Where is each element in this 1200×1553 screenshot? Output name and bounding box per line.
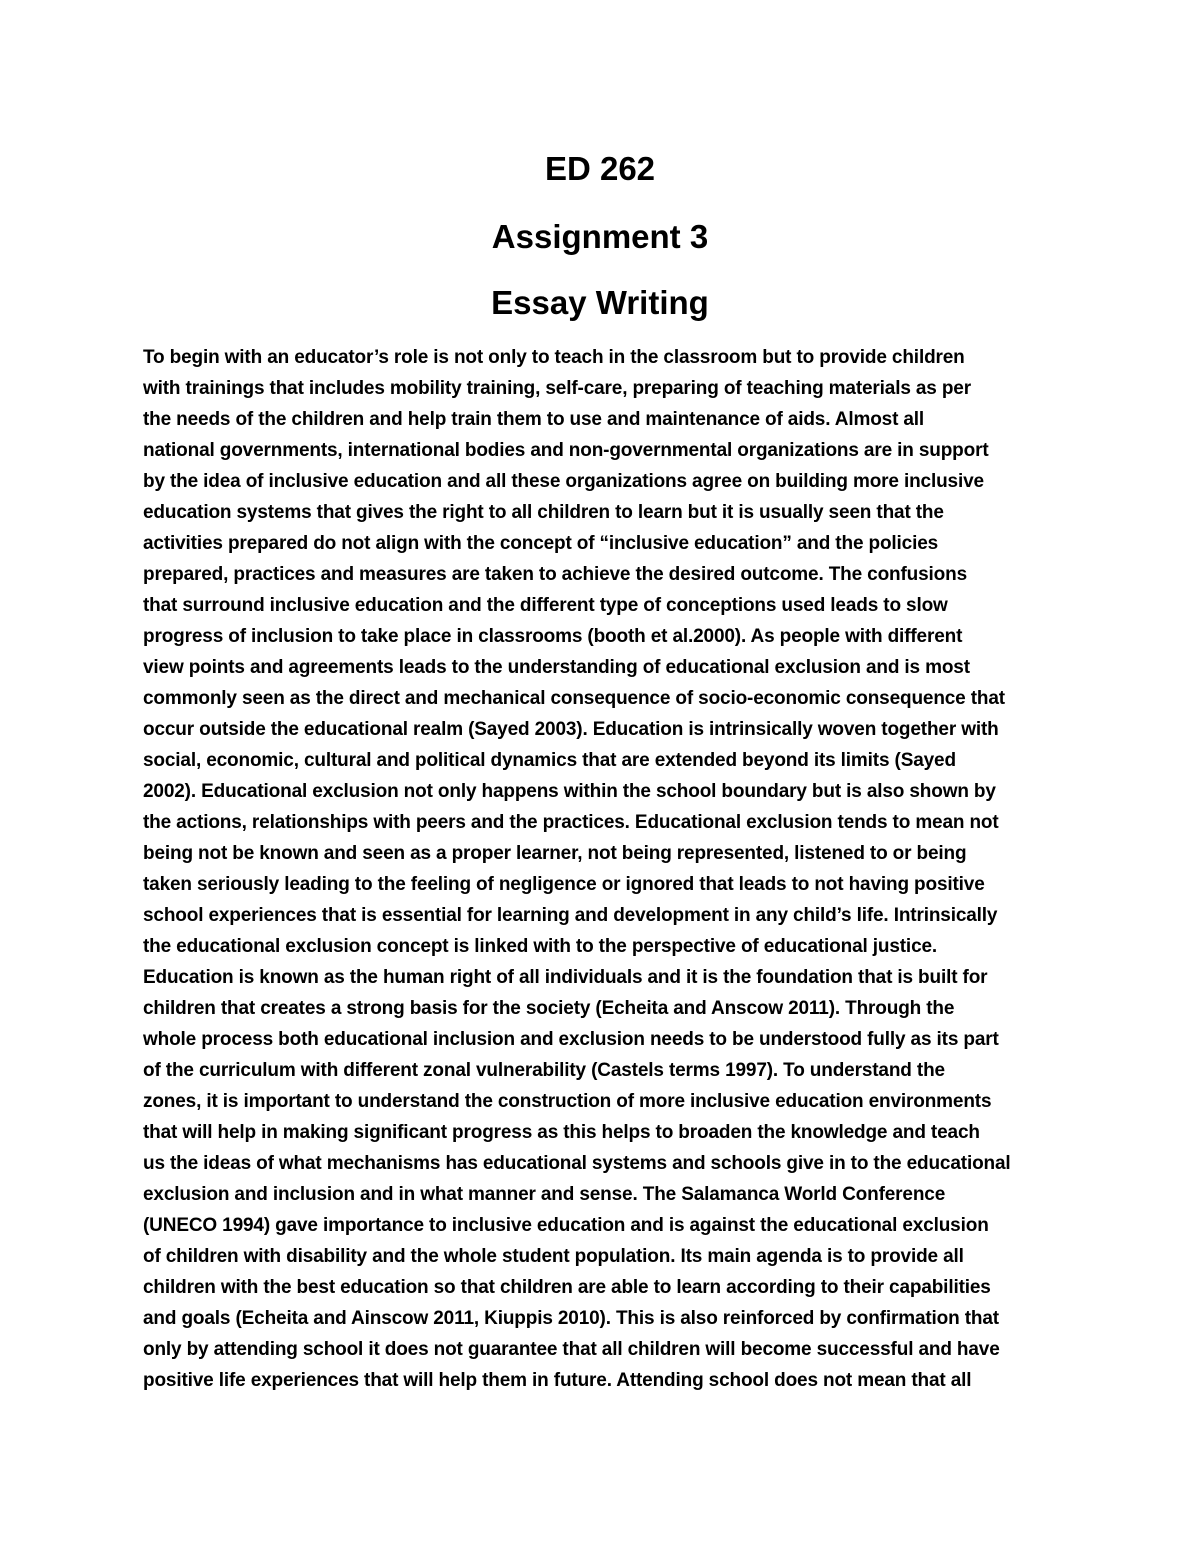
essay-line: Education is known as the human right of all individuals and it is the foundation that is built for — [143, 967, 988, 988]
essay-line: 2002). Educational exclusion not only happens within the school boundary but is also shown by — [143, 781, 996, 802]
essay-line: positive life experiences that will help them in future. Attending school does not mean that all — [143, 1370, 972, 1391]
essay-line: the actions, relationships with peers and the practices. Educational exclusion tends to mean not — [143, 812, 999, 833]
essay-line: the needs of the children and help train them to use and maintenance of aids. Almost all — [143, 409, 925, 430]
essay-body — [143, 342, 1073, 1396]
essay-line: To begin with an educator’s role is not only to teach in the classroom but to provide children — [143, 347, 965, 368]
essay-line: activities prepared do not align with the concept of “inclusive education” and the policies — [143, 533, 939, 554]
essay-title: Essay Writing — [491, 284, 709, 321]
essay-line: prepared, practices and measures are taken to achieve the desired outcome. The confusions — [143, 564, 967, 585]
essay-line: national governments, international bodies and non-governmental organizations are in support — [143, 440, 989, 461]
essay-line: only by attending school it does not guarantee that all children will become successful and have — [143, 1339, 1000, 1360]
essay-line: that surround inclusive education and the different type of conceptions used leads to slow — [143, 595, 948, 616]
essay-line: of children with disability and the whole student population. Its main agenda is to provide all — [143, 1246, 964, 1267]
essay-line: and goals (Echeita and Ainscow 2011, Kiuppis 2010). This is also reinforced by confirmation that — [143, 1308, 999, 1329]
essay-line: social, economic, cultural and political dynamics that are extended beyond its limits (Sayed — [143, 750, 956, 771]
essay-line: occur outside the educational realm (Sayed 2003). Education is intrinsically woven together with — [143, 719, 999, 740]
essay-line: by the idea of inclusive education and all these organizations agree on building more inclusive — [143, 471, 984, 492]
essay-line: with trainings that includes mobility training, self-care, preparing of teaching materials as per — [143, 378, 971, 399]
course-code: ED 262 — [544, 150, 656, 187]
essay-line: children with the best education so that children are able to learn according to their capabilities — [143, 1277, 991, 1298]
essay-line: commonly seen as the direct and mechanical consequence of socio-economic consequence that — [143, 688, 1005, 709]
essay-line: that will help in making significant progress as this helps to broaden the knowledge and teach — [143, 1122, 980, 1143]
assignment-title: Assignment 3 — [491, 218, 709, 255]
essay-line: education systems that gives the right to all children to learn but it is usually seen that the — [143, 502, 944, 523]
essay-line: children that creates a strong basis for the society (Echeita and Anscow 2011). Through the — [143, 998, 955, 1019]
essay-line: (UNECO 1994) gave importance to inclusive education and is against the educational exclusion — [143, 1215, 989, 1236]
essay-line: view points and agreements leads to the understanding of educational exclusion and is most — [143, 657, 970, 678]
essay-line: progress of inclusion to take place in classrooms (booth et al.2000). As people with different — [143, 626, 963, 647]
essay-line: of the curriculum with different zonal vulnerability (Castels terms 1997). To understand the — [143, 1060, 945, 1081]
essay-line: us the ideas of what mechanisms has educational systems and schools give in to the educational — [143, 1153, 1011, 1174]
essay-line: being not be known and seen as a proper learner, not being represented, listened to or being — [143, 843, 967, 864]
essay-line: taken seriously leading to the feeling of negligence or ignored that leads to not having positive — [143, 874, 985, 895]
essay-line: the educational exclusion concept is linked with to the perspective of educational justice. — [143, 936, 938, 957]
essay-line: whole process both educational inclusion and exclusion needs to be understood fully as its part — [143, 1029, 999, 1050]
essay-line: zones, it is important to understand the construction of more inclusive education environments — [143, 1091, 992, 1112]
essay-line: school experiences that is essential for learning and development in any child’s life. Intrinsically — [143, 905, 998, 926]
essay-line: exclusion and inclusion and in what manner and sense. The Salamanca World Conference — [143, 1184, 946, 1205]
